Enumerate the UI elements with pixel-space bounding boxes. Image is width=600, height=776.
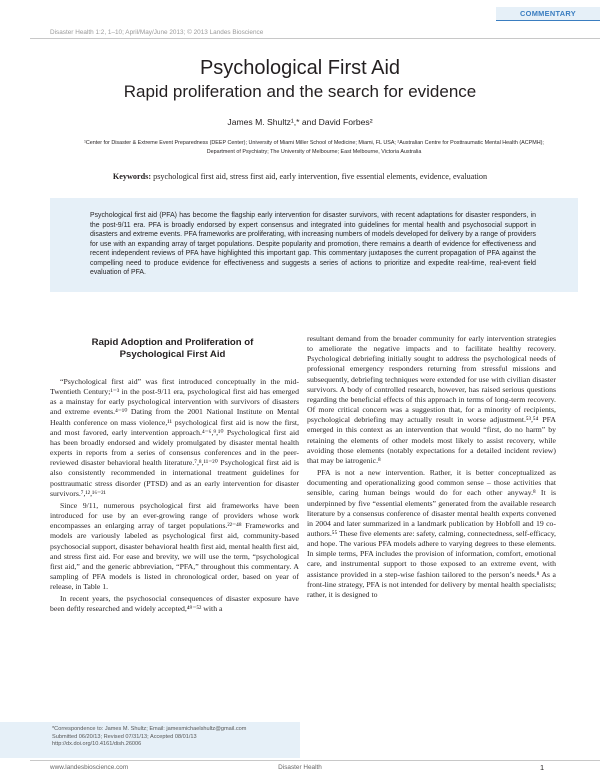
body-column-left [50,377,299,617]
correspondence-email: *Correspondence to: James M. Shultz; Email: jamesmichaelshultz@gmail.com [52,726,247,732]
submission-dates: Submitted 06/20/13; Revised 07/31/13; Accepted 08/01/13 [52,733,197,740]
footer-journal: Disaster Health [278,764,322,771]
page-number: 1 [540,763,545,772]
article-title: Psychological First Aid [199,57,401,79]
journal-reference: Disaster Health 1:2, 1–10; April/May/June 2013; © 2013 Landes Bioscience [50,29,264,36]
footer-divider [30,760,600,761]
section-heading: Rapid Adoption and Proliferation of Psychological First Aid [91,337,254,360]
affiliations: ¹Center for Disaster & Extreme Event Preparedness (DEEP Center); University of Miami Miller School of Medicine; Miami, FL USA; ²Australian Centre for Posttraumatic Mental Health (ACPMH); Department of Psychiatry; The University of Melbourne; East Melbourne, Victoria Australia [84,140,544,155]
keywords-line [0,172,600,181]
paragraph: resultant demand from the broader community for early intervention strategies to ameliorate the negative impacts and to facilitate healthy recovery. Psychological debriefing initially sought to address the psychological needs of professional emergency responders returning from stressful missions and subsequently, debriefing techniques were extended for use with civilian disaster survivors. A body of controlled research, however, has raised serious questions regarding the beneficial effects of this approach in terms of long-term recovery. Of more critical concern was a suggestion that, for a minority of recipients, psychological debriefing may actually result in worse adjustment.⁵³,⁵⁴ PFA emerged in this context as an intervention that would “first, do no harm” by retaining the elements of other models most likely to assist recovery, while avoiding those elements (notably expectations for a detailed incident review) that may be iatrogenic.⁸ [307,334,556,465]
paragraph: PFA is not a new intervention. Rather, it is better conceptualized as documenting and operationalizing good common sense – those activities that sensible, caring human beings would do for each other anyway.⁸ It is underpinned by five “essential elements” generated from the available research literature by a consensus conference of disaster mental health experts convened in 2004 and later summarized in a landmark publication by Hobfoll and 19 co-authors.⁵⁵ These five elements are: safety, calming, connectedness, self-efficacy, and hope. The various PFA models adhere to varying degrees to these elements. In simple terms, PFA includes the provision of information, comfort, emotional care, and instrumental support to those exposed to an extreme event, with assistance provided in a step-wise fashion tailored to the person’s needs.⁸ As a front-line strategy, PFA is not intended for delivery by mental health specialists; rather, it is designed to [307,468,556,599]
author-list: James M. Shultz¹,* and David Forbes² [227,117,373,127]
paragraph: Since 9/11, numerous psychological first aid frameworks have been introduced for use by an ever-growing range of providers whose work encompasses an enlarging array of target populations.²²⁻⁴⁸ Frameworks and models are variously labeled as psychological first aid, community-based psychosocial support, disaster behavioral health first aid, mental health first aid, and stress first aid. For ease and brevity, we will use the term, “psychological first aid,” and the generic abbreviation, “PFA,” throughout this commentary. A sampling of PFA models is listed in chronological order, based on year of release, in Table 1. [50,500,299,592]
footer-website: www.landesbioscience.com [50,764,129,771]
keywords-label: Keywords: [112,172,152,181]
section-tag: COMMENTARY [496,7,600,21]
abstract-text: Psychological first aid (PFA) has become the flagship early intervention for disaster survivors, with recent adaptations for disaster responders, in the post-9/11 era. PFA is broadly endorsed by expert consensus and integrated into guidelines for mental health and psychosocial support in disasters and extreme events. PFA frameworks are proliferating, with increasing numbers of models developed for delivery by a range of providers for use with an expanding array of target populations. Despite popularity and promotion, there remains a dearth of evidence for effectiveness and recent independent reviews of PFA have highlighted this important gap. This commentary juxtaposes the current propagation of PFA against the compelling need to produce evidence for effectiveness and suggests a series of actions to prioritize and expedite real-time, real-event field evaluation of PFA. [90,212,536,276]
paragraph: In recent years, the psychosocial consequences of disaster exposure have been deftly researched and widely accepted,⁴⁹⁻⁵² with a [50,594,299,614]
doi-link: http://dx.doi.org/10.4161/dish.26006 [52,741,142,748]
header-divider [30,38,600,39]
keywords-text: psychological first aid, stress first aid, early intervention, five essential elements, evidence, evaluation [153,172,488,181]
body-column-right [307,334,556,602]
paragraph: “Psychological first aid” was first introduced conceptually in the mid-Twentieth Century;¹⁻³ in the post-9/11 era, psychological first aid has emerged as a mainstay for early psychological intervention with survivors of disasters and extreme events.⁴⁻¹⁰ Dating from the 2001 National Institute on Mental Health conference on mass violence,¹¹ psychological first aid is now the first, and most favored, early intervention approach.⁴⁻⁶,⁹,¹⁰ Psychological first aid has been broadly endorsed and widely promulgated by disaster mental health experts in reports from a series of consensus conferences and in the peer-reviewed disaster behavioral health literature.⁷,⁸,¹¹⁻²⁰ Psychological first aid is also consistently recommended in international treatment guidelines for posttraumatic stress disorder (PTSD) and as an early intervention for disaster survivors.⁷,¹²,¹⁶⁻²¹ [50,377,299,498]
correspondence-info [52,726,302,749]
article-subtitle: Rapid proliferation and the search for evidence [123,82,477,101]
